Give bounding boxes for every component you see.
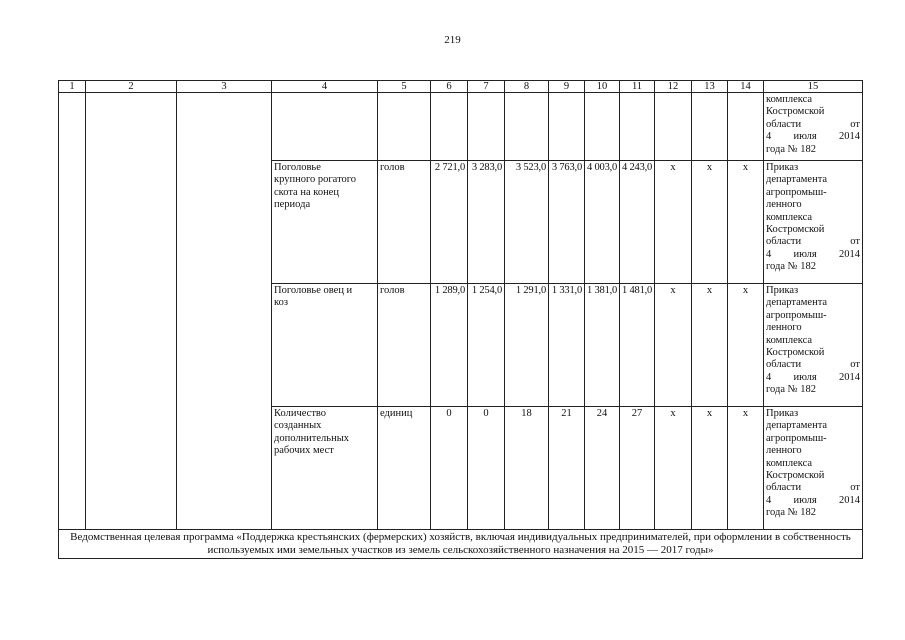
source-word: 2014 [839, 248, 860, 260]
value-cell: 24 [585, 407, 620, 530]
source-word: области [766, 359, 802, 371]
empty-cell [655, 93, 692, 161]
indicator-line: созданных [274, 420, 322, 432]
source-line: Приказ [766, 162, 799, 173]
source-line: Костромской [766, 347, 825, 359]
table-row [59, 284, 863, 407]
indicator-line: Количество [274, 408, 327, 419]
mark-cell: х [655, 284, 692, 407]
empty-cell [728, 93, 764, 161]
column-header-4: 4 [272, 81, 378, 93]
column-header-7: 7 [468, 81, 505, 93]
empty-cell [468, 93, 505, 161]
value-cell: 1 254,0 [468, 284, 505, 407]
source-word: области [766, 482, 802, 494]
column-header-1: 1 [59, 81, 86, 93]
source-word: 4 [766, 248, 772, 260]
unit-cell: голов [378, 161, 431, 284]
value-cell: 3 763,0 [549, 161, 585, 284]
source-word: 4 [766, 494, 772, 506]
empty-cell [86, 407, 177, 530]
empty-cell [177, 93, 272, 161]
source-word: июля [793, 248, 817, 260]
column-header-9: 9 [549, 81, 585, 93]
source-line: года № 182 [766, 143, 817, 155]
table-row [59, 161, 863, 284]
header-row [59, 81, 863, 93]
column-header-10: 10 [585, 81, 620, 93]
source-cell [764, 407, 863, 530]
column-header-6: 6 [431, 81, 468, 93]
indicator-line: крупного рогатого [274, 174, 357, 186]
source-word: области [766, 118, 802, 130]
source-word: июля [793, 131, 817, 143]
source-line: комплекса [766, 334, 813, 346]
source-line: Костромской [766, 470, 825, 482]
value-cell: 1 291,0 [505, 284, 549, 407]
source-line: агропромыш- [766, 432, 827, 444]
column-header-3: 3 [177, 81, 272, 93]
source-word: 4 [766, 131, 772, 143]
value-cell: 1 331,0 [549, 284, 585, 407]
column-header-14: 14 [728, 81, 764, 93]
mark-cell: х [728, 407, 764, 530]
mark-cell: х [655, 407, 692, 530]
value-cell: 4 003,0 [585, 161, 620, 284]
empty-cell [86, 93, 177, 161]
empty-cell [692, 93, 728, 161]
source-cell [764, 161, 863, 284]
source-line: комплекса [766, 94, 813, 105]
column-header-8: 8 [505, 81, 549, 93]
indicator-name [272, 284, 378, 407]
column-header-2: 2 [86, 81, 177, 93]
source-line: комплекса [766, 457, 813, 469]
source-line: агропромыш- [766, 309, 827, 321]
source-line: Костромской [766, 224, 825, 236]
column-header-5: 5 [378, 81, 431, 93]
source-word: 2014 [839, 371, 860, 383]
empty-cell [549, 93, 585, 161]
value-cell: 1 289,0 [431, 284, 468, 407]
source-line: комплекса [766, 211, 813, 223]
indicator-line: периода [274, 199, 311, 211]
source-line: агропромыш- [766, 186, 827, 198]
source-line: года № 182 [766, 384, 817, 396]
value-cell: 2 721,0 [431, 161, 468, 284]
mark-cell: х [655, 161, 692, 284]
mark-cell: х [728, 284, 764, 407]
source-word: от [850, 359, 860, 371]
source-cell [764, 93, 863, 161]
mark-cell: х [728, 161, 764, 284]
value-cell: 0 [468, 407, 505, 530]
page-number: 219 [444, 34, 461, 46]
source-line: ленного [766, 199, 802, 211]
empty-cell [59, 284, 86, 407]
program-row [59, 530, 863, 559]
unit-cell: голов [378, 284, 431, 407]
empty-cell [86, 284, 177, 407]
source-word: от [850, 482, 860, 494]
indicator-line: Поголовье [274, 162, 321, 173]
value-cell: 0 [431, 407, 468, 530]
source-cell [764, 284, 863, 407]
column-header-13: 13 [692, 81, 728, 93]
value-cell: 1 381,0 [585, 284, 620, 407]
indicator-name [272, 161, 378, 284]
source-line: департамента [766, 420, 828, 432]
indicators-table [58, 80, 863, 559]
value-cell: 1 481,0 [620, 284, 655, 407]
empty-cell [86, 161, 177, 284]
source-line: департамента [766, 174, 828, 186]
indicator-line: Поголовье овец и [274, 285, 353, 296]
source-line: года № 182 [766, 507, 817, 519]
empty-cell [505, 93, 549, 161]
empty-cell [620, 93, 655, 161]
value-cell: 27 [620, 407, 655, 530]
table-row [59, 407, 863, 530]
indicator-name [272, 407, 378, 530]
empty-cell [177, 407, 272, 530]
value-cell: 21 [549, 407, 585, 530]
empty-cell [378, 93, 431, 161]
empty-cell [272, 93, 378, 161]
mark-cell: х [692, 407, 728, 530]
value-cell: 4 243,0 [620, 161, 655, 284]
empty-cell [59, 93, 86, 161]
source-word: 2014 [839, 131, 860, 143]
value-cell: 3 283,0 [468, 161, 505, 284]
source-line: Приказ [766, 408, 799, 419]
unit-cell: единиц [378, 407, 431, 530]
source-line: департамента [766, 297, 828, 309]
value-cell: 18 [505, 407, 549, 530]
column-header-11: 11 [620, 81, 655, 93]
source-word: 4 [766, 371, 772, 383]
source-line: ленного [766, 445, 802, 457]
empty-cell [431, 93, 468, 161]
source-line: ленного [766, 322, 802, 334]
source-line: года № 182 [766, 261, 817, 273]
mark-cell: х [692, 161, 728, 284]
mark-cell: х [692, 284, 728, 407]
column-header-15: 15 [764, 81, 863, 93]
indicator-line: рабочих мест [274, 445, 334, 457]
indicator-line: скота на конец [274, 186, 339, 198]
value-cell: 3 523,0 [505, 161, 549, 284]
source-word: июля [793, 371, 817, 383]
indicator-line: коз [274, 297, 288, 309]
source-word: июля [793, 494, 817, 506]
empty-cell [177, 284, 272, 407]
source-word: от [850, 118, 860, 130]
source-word: 2014 [839, 494, 860, 506]
program-title: Ведомственная целевая программа «Поддержка крестьянских (фермерских) хозяйств, включая индивидуальных предпринимателей, при оформлении в собственность используемых ими земельных участков из земель сельскохозяйственного назначения на 2015 — 2017 годы» [59, 530, 863, 559]
empty-cell [59, 161, 86, 284]
empty-cell [177, 161, 272, 284]
continuation-row [59, 93, 863, 161]
indicator-line: дополнительных [274, 432, 350, 444]
empty-cell [585, 93, 620, 161]
source-word: от [850, 236, 860, 248]
source-line: Приказ [766, 285, 799, 296]
source-line: Костромской [766, 106, 825, 118]
source-word: области [766, 236, 802, 248]
empty-cell [59, 407, 86, 530]
column-header-12: 12 [655, 81, 692, 93]
